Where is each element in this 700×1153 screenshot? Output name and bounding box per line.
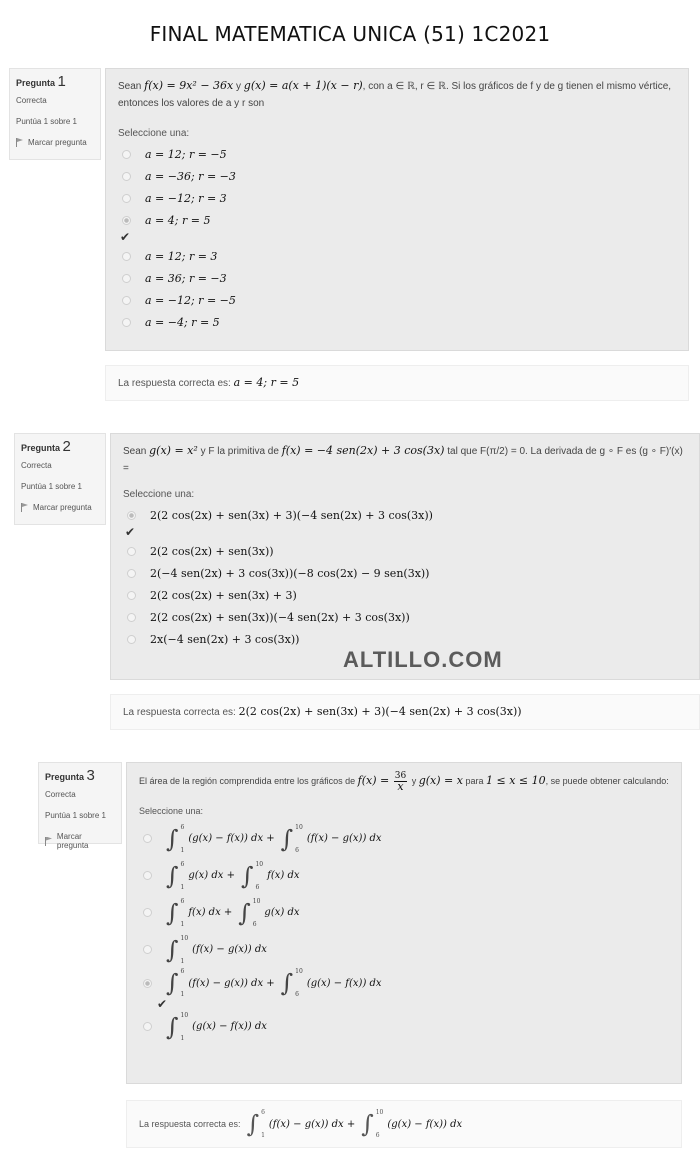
lower-limit: 1 — [180, 1034, 185, 1042]
radio-button[interactable] — [122, 252, 131, 261]
question-info-3 — [38, 762, 122, 850]
option-row[interactable] — [123, 606, 687, 628]
radio-button[interactable] — [122, 318, 131, 327]
question-box-1 — [105, 68, 689, 351]
integral-sign-icon: ∫ — [166, 824, 179, 853]
correct-answer-2: La respuesta correcta es: 2(2 cos(2x) + sen(3x) + 3)(−4 sen(2x) + 3 cos(3x)) — [110, 694, 700, 730]
integrand: (f(x) − g(x)) dx + — [188, 977, 275, 989]
question-info-1 — [9, 68, 101, 160]
question-text: El área de la región comprendida entre los gráficos de f(x) = $\frac{36}{x}$ y g(x) = x para 1 ≤ x ≤ 10, se puede obtener calculando: — [139, 771, 669, 793]
integrand: g(x) dx + — [188, 870, 235, 881]
radio-button[interactable] — [143, 945, 152, 954]
upper-limit: 10 — [295, 823, 303, 831]
lower-limit: 1 — [261, 1132, 265, 1139]
option-label: a = −36; r = −3 — [145, 169, 236, 183]
option-row[interactable] — [118, 245, 676, 267]
question-score: Puntúa 1 sobre 1 — [21, 482, 82, 491]
upper-limit: 10 — [255, 860, 264, 868]
integral-limits — [295, 824, 303, 854]
radio-button[interactable] — [122, 150, 131, 159]
integral-sign-icon: ∫ — [238, 898, 251, 927]
integrand: (f(x) − g(x)) dx — [192, 944, 267, 955]
integrand: (g(x) − f(x)) dx — [192, 1021, 267, 1032]
integral-limits — [181, 935, 189, 965]
option-label: 2(−4 sen(2x) + 3 cos(3x))(−8 cos(2x) − 9 sen(3x)) — [150, 566, 430, 580]
flag-question-button[interactable]: Marcar pregunta — [16, 138, 94, 147]
upper-limit: 10 — [180, 934, 189, 942]
lower-limit: 1 — [180, 957, 185, 965]
options-list — [139, 820, 669, 1045]
option-row[interactable] — [118, 311, 676, 333]
question-status: Correcta — [21, 461, 52, 470]
upper-limit: 6 — [180, 823, 185, 831]
question-text: Sean g(x) = x² y F la primitiva de f(x) = −4 sen(2x) + 3 cos(3x) tal que F(π/2) = 0. La derivada de g ∘ F es (g ∘ F)′(x) = — [123, 444, 683, 474]
page-title: FINAL MATEMATICA UNICA (51) 1C2021 — [149, 22, 551, 46]
correct-answer-3: La respuesta correcta es: ∫ 6 1 (f(x) − g(x)) dx + ∫ 10 6 (g(x) − f(x)) dx — [126, 1100, 682, 1148]
question-number: Pregunta 1 — [16, 73, 66, 90]
question-score: Puntúa 1 sobre 1 — [16, 117, 77, 126]
integral-term — [241, 861, 306, 891]
radio-button[interactable] — [143, 979, 152, 988]
integral-limits — [261, 1109, 265, 1139]
lower-limit: 1 — [180, 846, 185, 854]
radio-button[interactable] — [127, 591, 136, 600]
integral-limits — [253, 898, 261, 928]
watermark: ALTILLO.COM — [343, 647, 503, 672]
upper-limit: 10 — [375, 1109, 384, 1116]
option-row[interactable] — [118, 289, 676, 311]
integrand: (f(x) − g(x)) dx + — [268, 1118, 356, 1130]
integral-term — [281, 824, 388, 854]
integrand: (f(x) − g(x)) dx — [306, 833, 382, 844]
radio-button[interactable] — [143, 834, 152, 843]
integral-term — [281, 968, 388, 998]
flag-icon — [45, 837, 53, 846]
checkmark-icon: ✔ — [157, 997, 168, 1011]
upper-limit: 6 — [180, 860, 185, 868]
select-prompt: Seleccione una: — [118, 128, 190, 139]
question-status: Correcta — [16, 96, 47, 105]
option-label: a = 36; r = −3 — [145, 271, 227, 285]
upper-limit: 10 — [252, 897, 261, 905]
checkmark-icon: ✔ — [120, 230, 131, 244]
upper-limit: 10 — [180, 1011, 189, 1019]
integral-sign-icon: ∫ — [166, 861, 179, 890]
integral-term — [166, 1012, 273, 1042]
option-row[interactable] — [118, 267, 676, 289]
option-label: 2x(−4 sen(2x) + 3 cos(3x)) — [150, 632, 300, 646]
option-label: a = 4; r = 5 — [145, 213, 211, 227]
option-label: a = 12; r = −5 — [145, 147, 227, 161]
integral-term — [166, 861, 241, 891]
lower-limit: 1 — [180, 920, 185, 928]
option-label: a = −12; r = 3 — [145, 191, 227, 205]
option-row[interactable] — [139, 820, 669, 857]
integral-sign-icon: ∫ — [166, 898, 179, 927]
option-row[interactable] — [139, 857, 669, 894]
option-row[interactable] — [139, 894, 669, 931]
option-row[interactable] — [123, 504, 687, 526]
lower-limit: 6 — [255, 883, 260, 891]
question-score: Puntúa 1 sobre 1 — [45, 811, 106, 820]
options-list — [118, 143, 676, 333]
checkmark-icon: ✔ — [125, 525, 136, 539]
integrand: g(x) dx — [264, 907, 300, 918]
radio-button[interactable] — [143, 871, 152, 880]
upper-limit: 6 — [261, 1109, 265, 1116]
lower-limit: 6 — [295, 846, 299, 854]
integral-sign-icon: ∫ — [361, 1110, 374, 1138]
correct-answer-1: La respuesta correcta es: a = 4; r = 5 — [105, 365, 689, 401]
option-row[interactable] — [118, 143, 676, 165]
radio-button[interactable] — [127, 635, 136, 644]
radio-button[interactable] — [127, 613, 136, 622]
integral-limits — [181, 968, 185, 998]
radio-button[interactable] — [143, 1022, 152, 1031]
integrand: (g(x) − f(x)) dx — [387, 1118, 463, 1130]
radio-button[interactable] — [122, 296, 131, 305]
question-number: Pregunta 3 — [45, 767, 95, 784]
integral-limits — [181, 1012, 189, 1042]
answer-expression — [247, 1109, 469, 1139]
lower-limit: 1 — [180, 991, 185, 998]
option-row[interactable] — [123, 540, 687, 562]
integral-sign-icon: ∫ — [166, 1012, 179, 1041]
integral-term — [166, 898, 238, 928]
option-label: a = 12; r = 3 — [145, 249, 218, 263]
flag-icon — [16, 138, 24, 147]
integrand: f(x) dx + — [188, 907, 233, 918]
option-row[interactable] — [123, 562, 687, 584]
question-info-2 — [14, 433, 106, 525]
question-box-3 — [126, 762, 682, 1084]
integral-term — [238, 898, 305, 928]
integral-sign-icon: ∫ — [166, 969, 179, 997]
lower-limit: 6 — [295, 991, 299, 998]
integral-sign-icon: ∫ — [166, 935, 179, 964]
lower-limit: 6 — [252, 920, 257, 928]
upper-limit: 10 — [295, 968, 303, 975]
integrand: f(x) dx — [267, 870, 300, 881]
option-label: 2(2 cos(2x) + sen(3x)) — [150, 544, 274, 558]
option-row[interactable] — [139, 968, 669, 998]
integral-term — [166, 824, 281, 854]
option-label: 2(2 cos(2x) + sen(3x))(−4 sen(2x) + 3 cos(3x)) — [150, 610, 410, 624]
flag-icon — [21, 503, 29, 512]
question-text: Sean f(x) = 9x² − 36x y g(x) = a(x + 1)(x − r), con a ∈ ℝ, r ∈ ℝ. Si los gráficos de f y de g tienen el mismo vértice, entonces los valores de a y r son — [118, 79, 672, 109]
integral-limits — [181, 824, 185, 854]
radio-button[interactable] — [122, 194, 131, 203]
option-row[interactable] — [118, 209, 676, 231]
option-label: 2(2 cos(2x) + sen(3x) + 3)(−4 sen(2x) + 3 cos(3x)) — [150, 508, 433, 522]
question-status: Correcta — [45, 790, 76, 799]
integral-sign-icon: ∫ — [280, 824, 294, 853]
upper-limit: 6 — [180, 897, 185, 905]
option-label: a = −4; r = 5 — [145, 315, 220, 329]
integral-sign-icon: ∫ — [240, 861, 254, 890]
integral-limits — [376, 1109, 384, 1139]
radio-button[interactable] — [122, 172, 131, 181]
flag-question-button[interactable]: Marcar pregunta — [45, 832, 115, 850]
option-row[interactable] — [118, 187, 676, 209]
radio-button[interactable] — [122, 216, 131, 225]
flag-question-button[interactable]: Marcar pregunta — [21, 503, 99, 512]
integral-limits — [181, 861, 185, 891]
question-box-2 — [110, 433, 700, 680]
radio-button[interactable] — [127, 547, 136, 556]
radio-button[interactable] — [122, 274, 131, 283]
integral-term — [166, 935, 273, 965]
radio-button[interactable] — [127, 511, 136, 520]
option-row[interactable] — [139, 931, 669, 968]
select-prompt: Seleccione una: — [123, 489, 195, 500]
integral-term — [166, 968, 281, 998]
question-number: Pregunta 2 — [21, 438, 71, 455]
options-list — [123, 504, 687, 650]
select-prompt: Seleccione una: — [139, 806, 204, 816]
radio-button[interactable] — [143, 908, 152, 917]
radio-button[interactable] — [127, 569, 136, 578]
option-row[interactable] — [123, 584, 687, 606]
integrand: (g(x) − f(x)) dx + — [188, 833, 275, 844]
option-label: 2(2 cos(2x) + sen(3x) + 3) — [150, 588, 297, 602]
integral-limits — [295, 968, 303, 998]
integral-limits — [255, 861, 263, 891]
option-row[interactable] — [118, 165, 676, 187]
option-label: a = −12; r = −5 — [145, 293, 236, 307]
integral-sign-icon: ∫ — [280, 969, 294, 997]
lower-limit: 1 — [180, 883, 185, 891]
fraction: $\frac{36}{x}$ — [394, 771, 407, 793]
integral-sign-icon: ∫ — [246, 1110, 260, 1138]
integral-term — [361, 1109, 468, 1139]
upper-limit: 6 — [180, 968, 185, 975]
integral-term — [247, 1109, 362, 1139]
integral-limits — [181, 898, 185, 928]
lower-limit: 6 — [375, 1132, 380, 1139]
option-row[interactable] — [139, 1008, 669, 1045]
integrand: (g(x) − f(x)) dx — [306, 977, 382, 989]
